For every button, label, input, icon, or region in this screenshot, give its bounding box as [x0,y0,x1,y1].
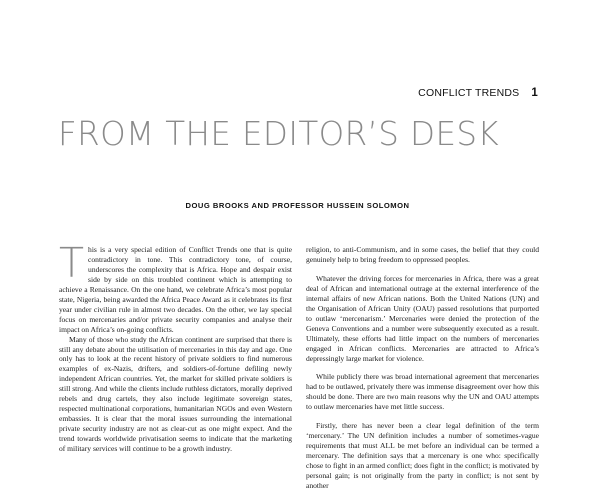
page-number: 1 [531,87,538,99]
running-header [418,87,538,99]
right-column [306,245,539,491]
paragraph: While publicly there was broad international agreement that mercenaries had to be outlawed, privately there was immense disagreement over how this should be done. There are two main reasons why the UN and OAU attempts to outlaw mercenaries have met little success. [306,372,539,412]
paragraph: Many of those who study the African continent are surprised that there is still any debate about the utilisation of mercenaries in this day and age. One only has to look at the recent history of private soldiers to find numerous examples of ex-Nazis, drifters, and soldiers-of-fortune defiling newly independent African countries. Yet, the market for skilled private soldiers is still strong. And while the clients include ruthless dictators, morally deprived rebels and drug cartels, they also include legitimate sovereign states, respected multinational corporations, humanitarian NGOs and even Western embassies. It is clear that the moral issues surrounding the international private security industry are not as clear-cut as one might expect. And the trend towards worldwide privatisation seems to indicate that the marketing of military services will continue to be a growth industry. [59,334,292,454]
byline: DOUG BROOKS AND PROFESSOR HUSSEIN SOLOMON [185,201,410,210]
paragraph: Firstly, there has never been a clear legal definition of the term ‘mercenary.’ The UN definition includes a number of sometimes-vague requirements that must ALL be met before an individual can be termed a mercenary. The definition says that a mercenary is one who: specifically chose to fight in an armed conflict; does fight in the conflict; is motivated by personal gain; is not originally from the party in conflict; is not sent by another [306,421,539,491]
running-title: CONFLICT TRENDS [418,87,520,99]
paragraph [59,239,292,335]
paragraph-text: his is a very special edition of Conflict Trends one that is quite contradictory in tone. This contradictory tone, of course, underscores the complexity that is Africa. Hope and despair exist side by side on this troubled continent which is attempting to achieve a Renaissance. On the one hand, we celebrate Africa’s most popular state, Nigeria, being awarded the Africa Peace Award as it celebrates its first year under civilian rule in almost two decades. On the other, we lay special focus on mercenaries and/or private security companies and analyse their impact on Africa’s on-going conflicts. [59,245,292,334]
article-title: FROM THE EDITOR’S DESK [58,115,500,153]
left-column [59,239,292,454]
paragraph: Whatever the driving forces for mercenaries in Africa, there was a great deal of African and international outrage at the external interference of the internal affairs of new African nations. Both the United Nations (UN) and the Organisation of African Unity (OAU) passed resolutions that purported to outlaw ‘mercenarism.’ Mercenaries were denied the protection of the Geneva Conventions and a number were subsequently executed as a result. Ultimately, these efforts had little impact on the numbers of mercenaries engaged in African conflicts. Mercenaries are attracted to Africa’s depressingly large market for violence. [306,273,539,363]
drop-cap: T [59,239,85,287]
paragraph: religion, to anti-Communism, and in some cases, the belief that they could genuinely help to bring freedom to oppressed peoples. [306,245,539,264]
